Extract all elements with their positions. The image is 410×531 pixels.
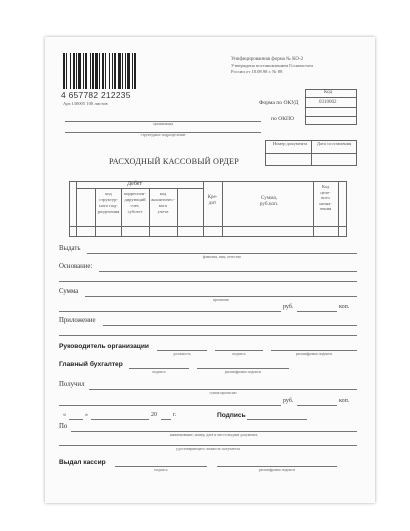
col-analytic-code	[149, 191, 177, 215]
basis-line-2[interactable]	[59, 281, 357, 282]
received-label: Получил	[59, 381, 85, 388]
doc-date-label: Дата составления	[316, 141, 352, 146]
attachment-line-2[interactable]	[59, 335, 357, 336]
kop-line[interactable]	[297, 311, 337, 312]
year-prefix: 20	[151, 412, 157, 418]
col-purpose-code	[313, 184, 338, 212]
accountant-signature-caption: подпись	[152, 370, 166, 374]
issue-line[interactable]	[87, 253, 357, 254]
col3-line-1: код	[159, 191, 167, 196]
basis-label: Основание:	[59, 263, 93, 270]
signature-label: Подпись	[217, 412, 246, 419]
col3-line-3: кого	[158, 203, 168, 208]
credit-line-2: дит	[208, 201, 217, 206]
sum-line-2[interactable]	[59, 311, 281, 312]
purpose-line-5: чения	[319, 206, 332, 211]
debit-header: Дебет	[127, 181, 143, 187]
code-label: Код	[324, 90, 332, 95]
po-label: По	[59, 423, 68, 430]
caption-organization: организация	[152, 122, 174, 126]
accountant-label: Главный бухгалтер	[59, 361, 123, 368]
barcode-icon	[63, 53, 155, 89]
col2-line-3: счет,	[130, 203, 140, 208]
col1-line-1: код	[105, 191, 112, 196]
document-line[interactable]	[71, 431, 357, 432]
col-credit	[203, 195, 222, 207]
document-line-2[interactable]	[59, 445, 357, 446]
issue-label: Выдать	[59, 245, 81, 252]
attachment-line[interactable]	[103, 325, 357, 326]
credit-line-1: Кре-	[207, 195, 218, 200]
received-line[interactable]	[89, 389, 357, 390]
document-page	[45, 37, 375, 503]
quote-close: »	[85, 412, 88, 418]
accountant-decode-line[interactable]	[197, 368, 289, 369]
head-label: Руководитель организации	[59, 343, 149, 350]
received-line-2[interactable]	[59, 405, 281, 406]
col1-line-4: разделения	[97, 209, 120, 214]
accountant-signature-line[interactable]	[129, 368, 189, 369]
document-caption: наименование, номер, дата и место выдачи документа,	[169, 433, 259, 437]
article-number: Арт.130005 100 листов	[63, 101, 108, 106]
col3-line-4: учета	[157, 209, 169, 214]
sum-caption: прописью	[212, 298, 230, 302]
cashier-signature-caption: подпись	[154, 468, 168, 472]
col1-line-2: структур-	[99, 197, 118, 202]
purpose-line-1: Код	[321, 184, 330, 189]
received-caption: сумма прописью	[209, 391, 237, 395]
col2-line-2: дирующий	[124, 197, 146, 202]
head-position-caption: должность	[173, 352, 191, 356]
head-signature-caption: подпись	[232, 352, 246, 356]
rub-label: руб.	[283, 304, 294, 310]
cashier-signature-line[interactable]	[115, 466, 207, 467]
received-rub-label: руб.	[283, 398, 294, 404]
approved-line-1: Утверждена постановлением Госкомстата	[231, 63, 314, 68]
issue-caption: фамилия, имя, отчество	[202, 255, 242, 259]
purpose-line-2: целе-	[320, 189, 331, 195]
approved-line-2: России от 18.08.98 г. № 88	[231, 69, 283, 74]
head-signature-line[interactable]	[215, 350, 263, 351]
received-signature-line[interactable]	[247, 419, 307, 420]
sum-line[interactable]	[85, 296, 357, 297]
okpo-label: по ОКПО	[271, 116, 295, 122]
col-sum	[225, 195, 313, 207]
sum-line-1: Сумма,	[260, 195, 278, 201]
barcode-number: 4 657782 212235	[61, 90, 131, 100]
col1-line-3: ного под-	[99, 203, 118, 208]
basis-line[interactable]	[99, 271, 357, 272]
document-title: РАСХОДНЫЙ КАССОВЫЙ ОРДЕР	[109, 157, 240, 166]
purpose-line-4: назна-	[319, 200, 332, 206]
kop-label: коп.	[339, 304, 350, 310]
col3-line-2: аналитичес-	[151, 197, 175, 202]
id-caption: удостоверяющего личность получателя	[176, 447, 240, 451]
col-department-code	[96, 191, 121, 215]
received-kop-line[interactable]	[297, 405, 337, 406]
quote-open: «	[63, 412, 66, 418]
received-kop-label: коп.	[339, 398, 350, 404]
sum-label: Сумма	[59, 288, 79, 295]
head-position-line[interactable]	[157, 350, 207, 351]
cashier-decode-line[interactable]	[217, 466, 337, 467]
col2-line-1: корреспон-	[124, 191, 146, 196]
head-decode-caption: расшифровка подписи	[295, 352, 333, 356]
head-decode-line[interactable]	[271, 350, 357, 351]
accountant-decode-caption: расшифровка подписи	[224, 370, 262, 374]
cashier-decode-caption: расшифровка подписи	[258, 468, 296, 472]
year-suffix: г.	[173, 412, 177, 418]
attachment-label: Приложение	[59, 317, 96, 324]
caption-department: структурное подразделение	[140, 133, 186, 137]
sum-line-2: руб.коп.	[259, 201, 279, 207]
doc-number-label: Номер документа	[272, 141, 308, 146]
day-line[interactable]	[69, 419, 83, 420]
purpose-line-3: вого	[321, 195, 330, 200]
okud-label: Форма по ОКУД	[259, 100, 299, 106]
unified-form: Унифицированная форма № КО-2	[231, 57, 304, 62]
okud-value: 0310002	[319, 100, 337, 105]
cashier-label: Выдал кассир	[59, 459, 106, 466]
col-corresponding-account	[121, 191, 149, 215]
col2-line-4: субсчет	[127, 209, 143, 214]
year-line[interactable]	[161, 419, 171, 420]
month-line[interactable]	[91, 419, 149, 420]
